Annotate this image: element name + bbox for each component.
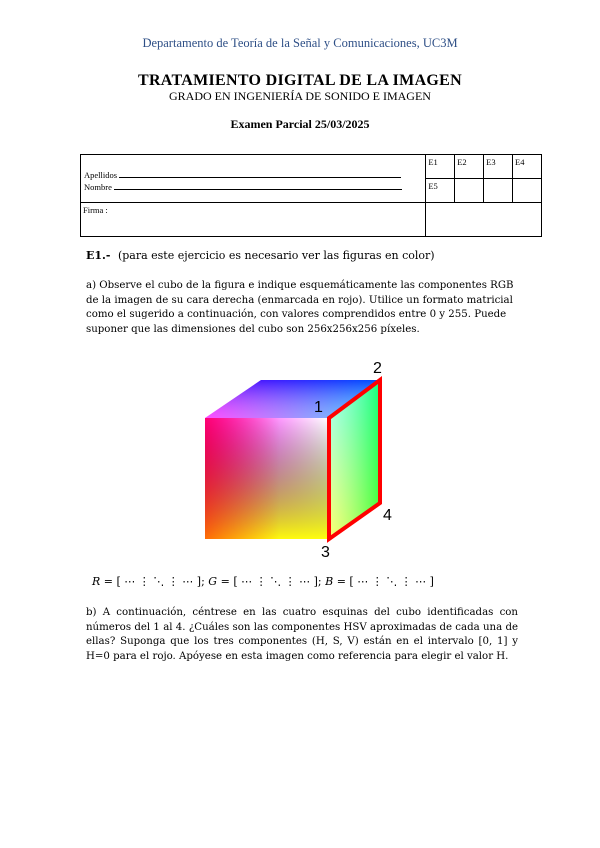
part-b-text: b) A continuación, céntrese en las cuatro esquinas del cubo identificadas con números del 1 al 4. ¿Cuáles son las componentes HSV aproximadas de cada una de ellas? Suponga que los tres componentes (H, S, V) están en el intervalo [0, 1] y H=0 para el rojo. Apóyese en esta imagen como referencia para elegir el valor H. [86, 607, 518, 662]
exercise-note: (para este ejercicio es necesario ver las figuras en color) [117, 249, 435, 262]
matrix-b-name: B [325, 575, 334, 588]
nombre-label: Nombre [84, 182, 112, 192]
page-subtitle: GRADO EN INGENIERÍA DE SONIDO E IMAGEN [169, 89, 431, 103]
matrix-r-name: R [92, 575, 101, 588]
nombre-field[interactable] [114, 181, 402, 190]
total-grade-cell[interactable] [426, 203, 542, 237]
corner-label-1: 1 [314, 399, 323, 416]
exercise-number: E1.- [86, 249, 111, 262]
exam-date: Examen Parcial 25/03/2025 [230, 117, 370, 131]
firma-label: Firma : [83, 205, 108, 215]
corner-label-3: 3 [321, 544, 330, 561]
corner-label-4: 4 [383, 507, 392, 524]
matrix-r: [ ⋯ ⋮ ⋱ ⋮ ⋯ ] [116, 575, 202, 588]
corner-label-2: 2 [373, 360, 382, 377]
grade-cell-e2[interactable]: E2 [455, 155, 484, 179]
grade-cell-e1[interactable]: E1 [426, 155, 455, 179]
rgb-cube-figure [198, 355, 398, 570]
exercise-heading [86, 249, 435, 264]
name-fields-cell [81, 155, 426, 203]
part-a-text: a) Observe el cubo de la figura e indique esquemáticamente las componentes RGB de la imagen de su cara derecha (enmarcada en rojo). Utilice un formato matricial como el sugerido a continuación, con valores comprendidos entre 0 y 255. Puede suponer que las dimensiones del cubo son 256x256x256 píxeles. [86, 280, 514, 335]
grade-cell-e5[interactable]: E5 [426, 179, 455, 203]
grade-cell-empty-3[interactable] [513, 179, 542, 203]
signature-cell[interactable] [81, 203, 426, 237]
matrix-g-name: G [208, 575, 218, 588]
apellidos-field[interactable] [119, 169, 401, 178]
matrix-b: [ ⋯ ⋮ ⋱ ⋮ ⋯ ] [349, 575, 434, 588]
grade-cell-empty-1[interactable] [455, 179, 484, 203]
matrix-g: [ ⋯ ⋮ ⋱ ⋮ ⋯ ] [233, 575, 318, 588]
grade-cell-e4[interactable]: E4 [513, 155, 542, 179]
matrix-format: R = [ ⋯ ⋮ ⋱ ⋮ ⋯ ]; G = [ ⋯ ⋮ ⋱ ⋮ ⋯ ]; B = [ ⋯ ⋮ ⋱ ⋮ ⋯ ] [92, 575, 434, 588]
apellidos-label: Apellidos [84, 170, 118, 180]
grade-cell-e3[interactable]: E3 [484, 155, 513, 179]
department-header: Departamento de Teoría de la Señal y Comunicaciones, UC3M [142, 36, 458, 50]
grade-cell-empty-2[interactable] [484, 179, 513, 203]
page-title: TRATAMIENTO DIGITAL DE LA IMAGEN [137, 72, 463, 89]
student-info-table [80, 154, 542, 237]
